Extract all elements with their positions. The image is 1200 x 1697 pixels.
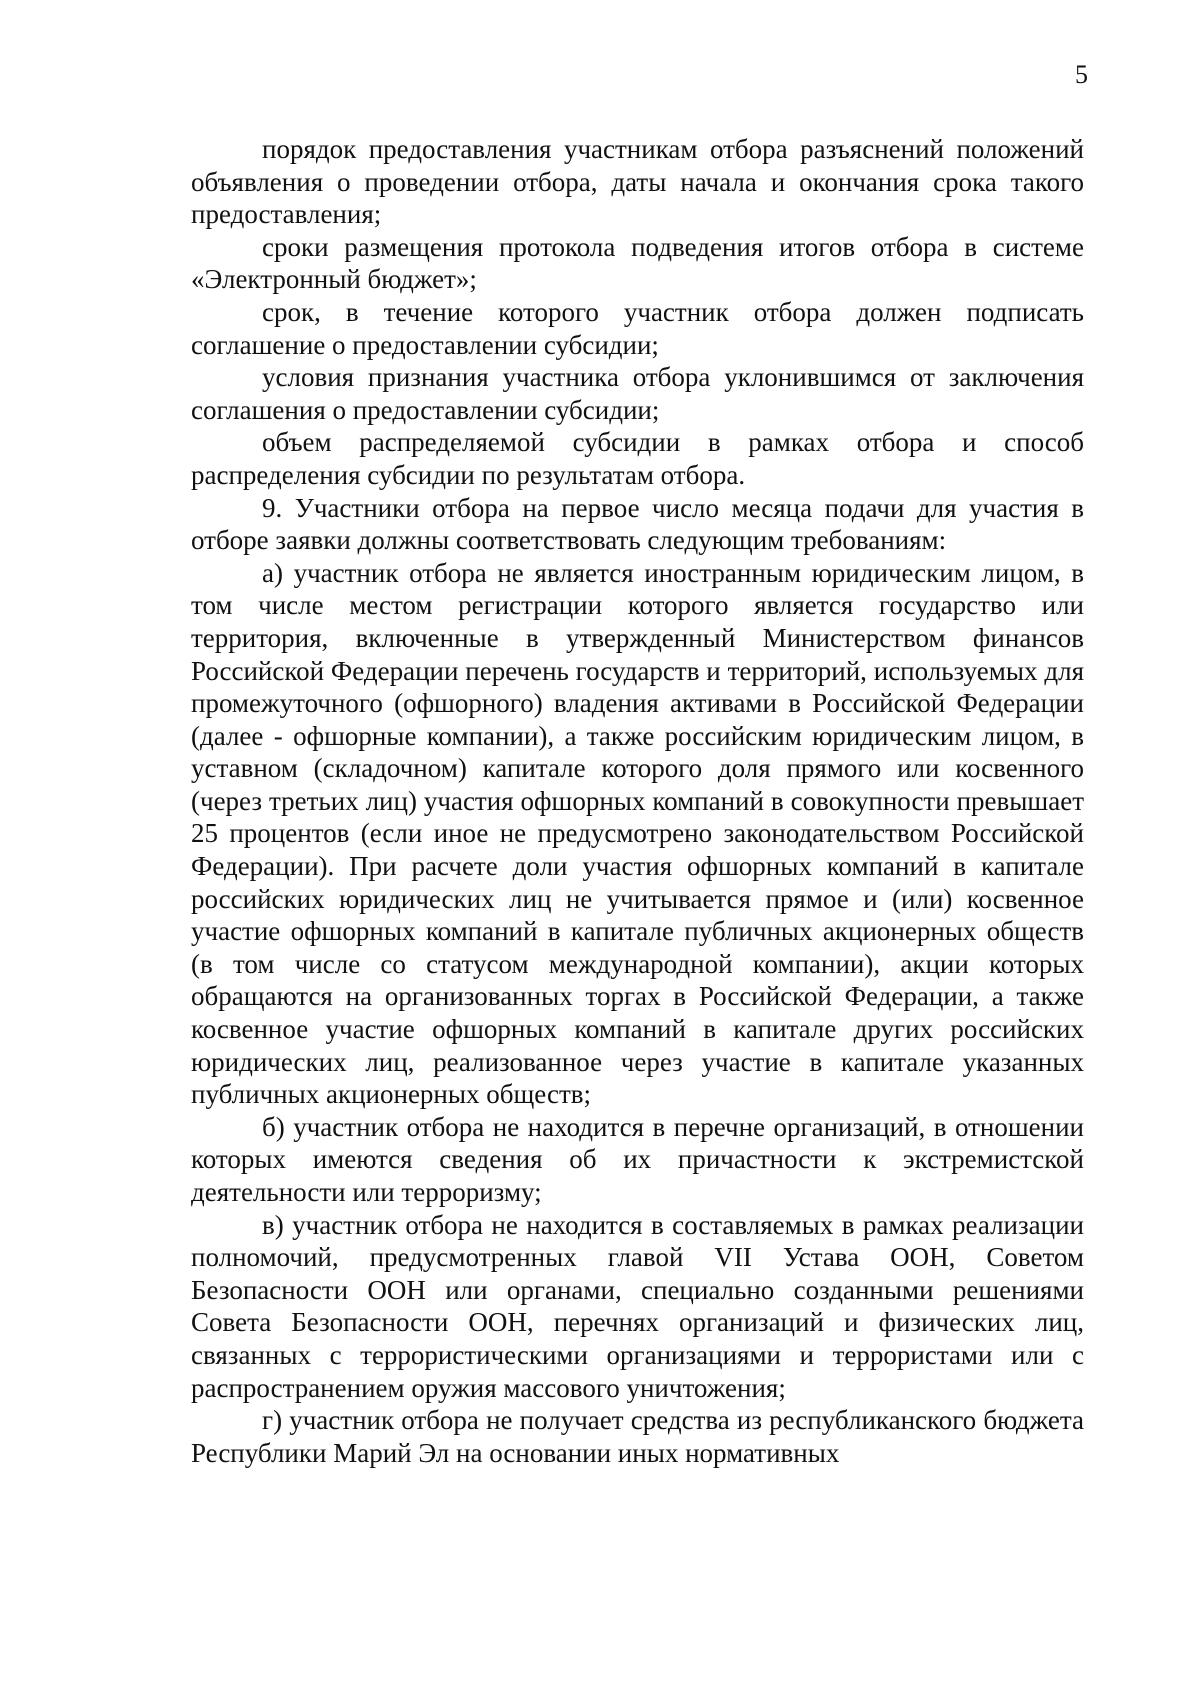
paragraph-protocol-deadline: сроки размещения протокола подведения итогов отбора в системе «Электронный бюджет»; <box>191 231 1084 295</box>
paragraph-item-9v: в) участник отбора не находится в составляемых в рамках реализации полномочий, предусмотренных главой VII Устава ООН, Советом Безопасности ООН или органами, специально созданными решениями Совета Безопасности ООН, перечнях организаций и физических лиц, связанных с террористическими организациями и террористами или с распространением оружия массового уничтожения; <box>191 1209 1084 1403</box>
paragraph-item-9a: а) участник отбора не является иностранным юридическим лицом, в том числе местом регистрации которого является государство или территория, включенные в утвержденный Министерством финансов Российской Федерации перечень государств и территорий, используемых для промежуточного (офшорного) владения активами в Российской Федерации (далее - офшорные компании), а также российским юридическим лицом, в уставном (складочном) капитале которого доля прямого или косвенного (через третьих лиц) участия офшорных компаний в совокупности превышает 25 процентов (если иное не предусмотрено законодательством Российской Федерации). При расчете доли участия офшорных компаний в капитале российских юридических лиц не учитывается прямое и (или) косвенное участие офшорных компаний в капитале публичных акционерных обществ (в том числе со статусом международной компании), акции которых обращаются на организованных торгах в Российской Федерации, а также косвенное участие офшорных компаний в капитале других российских юридических лиц, реализованное через участие в капитале указанных публичных акционерных обществ; <box>191 557 1084 1110</box>
paragraph-item-9: 9. Участники отбора на первое число месяца подачи для участия в отборе заявки должны соответствовать следующим требованиям: <box>191 492 1084 556</box>
paragraph-item-9b: б) участник отбора не находится в перечне организаций, в отношении которых имеются сведения об их причастности к экстремистской деятельности или терроризму; <box>191 1111 1084 1207</box>
paragraph-signing-deadline: срок, в течение которого участник отбора должен подписать соглашение о предоставлении субсидии; <box>191 296 1084 360</box>
document-body <box>191 133 1084 1469</box>
paragraph-subsidy-volume: объем распределяемой субсидии в рамках отбора и способ распределения субсидии по результатам отбора. <box>191 427 1084 490</box>
paragraph-clarification-procedure: порядок предоставления участникам отбора разъяснений положений объявления о проведении отбора, даты начала и окончания срока такого предоставления; <box>191 134 1084 230</box>
paragraph-evasion-conditions: условия признания участника отбора уклонившимся от заключения соглашения о предоставлении субсидии; <box>191 362 1084 425</box>
page-number: 5 <box>1075 60 1088 89</box>
paragraph-item-9g: г) участник отбора не получает средства из республиканского бюджета Республики Марий Эл на основании иных нормативных <box>191 1405 1084 1468</box>
